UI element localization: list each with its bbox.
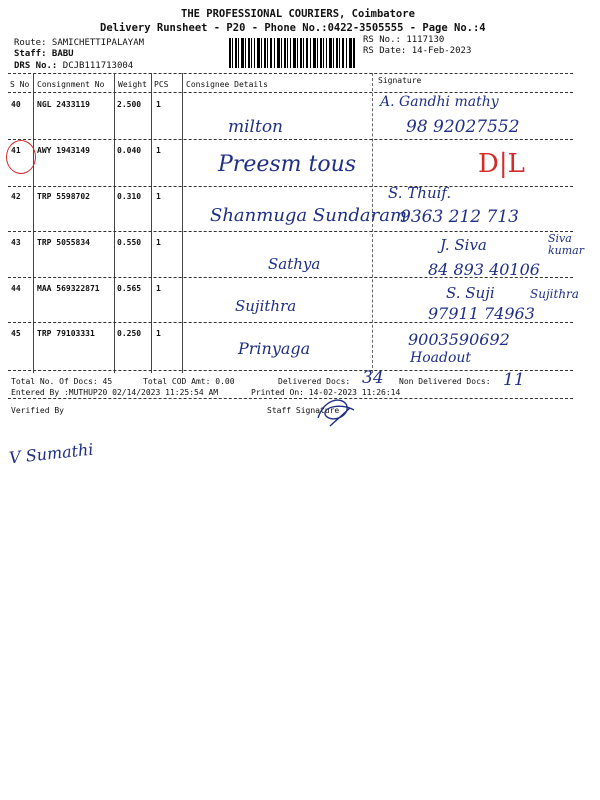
printed-on: Printed On: 14-02-2023 11:26:14 [251,388,401,397]
handwritten-name: Shanmuga Sundaram [210,205,408,226]
handwritten-phone: 9363 212 713 [400,207,519,227]
col-header-weight: Weight [118,80,147,89]
col-header-sno: S No [10,80,30,89]
handwritten-phone: 97911 74963 [428,304,535,323]
row-consignment: TRP 79103331 [37,329,95,338]
rs-number: RS No.: 1117130 [363,35,445,45]
row-consignment: MAA 569322871 [37,284,100,293]
row-rule [8,277,573,278]
col-divider [33,73,34,373]
delivered-docs-count: 34 [362,368,384,388]
entered-by: Entered By :MUTHUP20 02/14/2023 11:25:54 AM [11,388,219,397]
delivered-docs-label: Delivered Docs: [278,377,351,386]
header-bottom-rule [8,92,573,93]
staff-label: Staff: BABU [14,49,74,59]
row-rule [8,231,573,232]
handwritten-signature: Hoadout [410,350,472,366]
handwritten-name: Prinyaga [238,339,311,358]
staff-signature-scribble [310,390,360,430]
row-pcs: 1 [156,238,161,247]
row-weight: 0.040 [117,146,142,155]
row-weight: 0.310 [117,192,142,201]
non-delivered-docs-label: Non Delivered Docs: [399,377,491,386]
drs-label: DRS No.: [14,61,58,71]
table-bottom-rule [8,370,573,371]
handwritten-name: milton [228,117,284,137]
row-sno: 45 [11,329,21,338]
row-sno: 42 [11,192,21,201]
non-delivered-docs-count: 11 [503,370,525,390]
row-pcs: 1 [156,192,161,201]
drs-value: DCJB111713004 [62,61,134,71]
col-divider [182,73,183,373]
col-divider [114,73,115,373]
verified-signature: V Sumathi [8,439,95,468]
route-label: Route: SAMICHETTIPALAYAM [14,38,145,48]
company-title: THE PROFESSIONAL COURIERS, Coimbatore [181,8,415,20]
handwritten-phone: 84 893 40106 [428,260,540,279]
handwritten-phone: 98 92027552 [406,117,520,137]
handwritten-name: Sathya [268,255,321,273]
handwritten-phone: 9003590692 [408,330,510,349]
footer-rule [8,398,573,399]
row-sno: 44 [11,284,21,293]
row-pcs: 1 [156,100,161,109]
handwritten-name: Sujithra [235,297,297,315]
handwritten-signature: J. Siva [440,236,487,254]
handwritten-signature: S. Thuif. [388,184,452,202]
col-header-pcs: PCS [154,80,169,89]
handwritten-signature: A. Gandhi mathy [380,94,499,110]
row-pcs: 1 [156,329,161,338]
rs-date: RS Date: 14-Feb-2023 [363,46,472,56]
drs-number [14,61,133,71]
row-weight: 2.500 [117,100,142,109]
col-header-consignment: Consignment No [37,80,105,89]
total-cod: Total COD Amt: 0.00 [143,377,235,386]
col-header-signature: Signature [378,76,422,85]
row-weight: 0.565 [117,284,142,293]
verified-by-label: Verified By [11,406,64,415]
row-consignment: TRP 5055834 [37,238,90,247]
handwritten-signature-name: Siva kumar [548,232,584,257]
total-docs: Total No. Of Docs: 45 [11,377,113,386]
row-sno: 40 [11,100,21,109]
row-pcs: 1 [156,146,161,155]
row-consignment: NGL 2433119 [37,100,90,109]
staff-signature-label: Staff Signature [267,406,340,415]
handwritten-signature: S. Suji [446,284,495,302]
row-rule [8,186,573,187]
col-divider [151,73,152,373]
table-top-rule [8,73,573,74]
row-weight: 0.250 [117,329,142,338]
row-pcs: 1 [156,284,161,293]
row-sno: 41 [11,146,21,155]
runsheet-title: Delivery Runsheet - P20 - Phone No.:0422-3505555 - Page No.:4 [100,22,486,34]
handwritten-signature-name: Sujithra [530,287,579,301]
handwritten-name: Preesm tous [218,152,357,177]
handwritten-dl-mark: D|L [478,149,525,179]
barcode-image [229,38,355,68]
row-weight: 0.550 [117,238,142,247]
row-rule [8,322,573,323]
row-rule [8,139,573,140]
row-consignment: AWY 1943149 [37,146,90,155]
row-sno: 43 [11,238,21,247]
col-header-details: Consignee Details [186,80,268,89]
row-consignment: TRP 5598702 [37,192,90,201]
